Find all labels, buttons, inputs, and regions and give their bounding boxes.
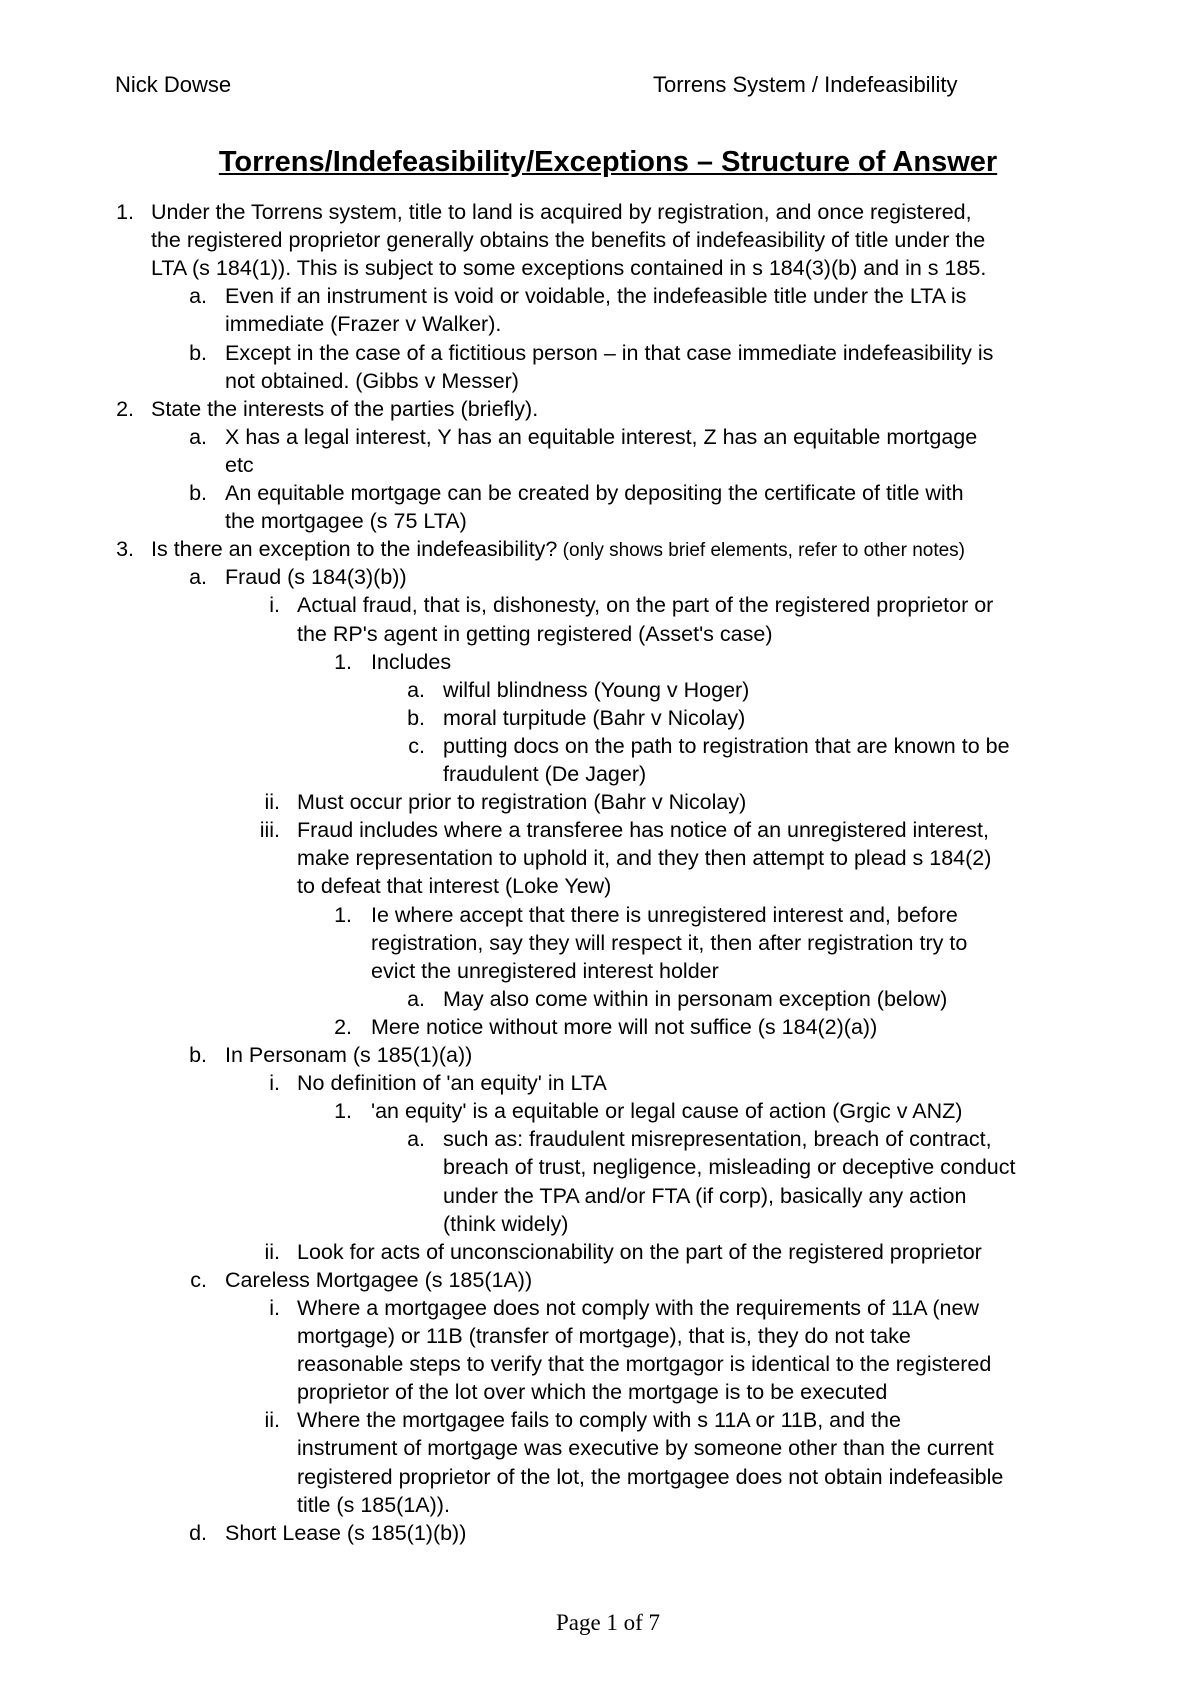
list-marker: i. <box>269 1295 280 1320</box>
list-marker: a. <box>407 986 425 1011</box>
list-marker: a. <box>189 284 207 309</box>
list-marker: b. <box>189 340 207 365</box>
list-item-line: breach of trust, negligence, misleading or deceptive conduct <box>443 1155 1016 1180</box>
list-item-line: immediate (Frazer v Walker). <box>225 312 502 337</box>
list-item-line: moral turpitude (Bahr v Nicolay) <box>443 705 746 730</box>
list-item-line: evict the unregistered interest holder <box>371 958 719 983</box>
list-marker: a. <box>407 677 425 702</box>
list-item-line: Except in the case of a fictitious person – in that case immediate indefeasibility is <box>225 340 994 365</box>
list-item-line: the RP's agent in getting registered (Asset's case) <box>297 621 773 646</box>
list-item-line: under the TPA and/or FTA (if corp), basically any action <box>443 1183 967 1208</box>
list-marker: a. <box>189 424 207 449</box>
list-item-line: Under the Torrens system, title to land is acquired by registration, and once registered, <box>151 200 972 224</box>
list-item-line: LTA (s 184(1)). This is subject to some exceptions contained in s 184(3)(b) and in s 185. <box>151 256 987 281</box>
list-marker: 3. <box>116 537 134 562</box>
list-marker: c. <box>190 1267 207 1292</box>
list-item-line: (think widely) <box>443 1211 569 1236</box>
list-marker: a. <box>407 1127 425 1152</box>
list-marker: i. <box>269 1071 280 1096</box>
list-marker: a. <box>189 565 207 590</box>
list-item-line: mortgage) or 11B (transfer of mortgage), that is, they do not take <box>297 1324 911 1348</box>
list-marker: b. <box>189 1043 207 1067</box>
list-item-line: etc <box>225 452 254 477</box>
list-item-line: the registered proprietor generally obtains the benefits of indefeasibility of title under the <box>151 228 986 253</box>
list-marker: b. <box>189 481 207 505</box>
list-marker: 1. <box>334 649 352 674</box>
list-marker: 1. <box>334 902 352 927</box>
document-title: Torrens/Indefeasibility/Exceptions – Structure of Answer <box>218 146 998 178</box>
list-item-line: proprietor of the lot over which the mortgage is to be executed <box>297 1380 888 1405</box>
list-item-line: wilful blindness (Young v Hoger) <box>443 677 750 702</box>
list-item-line: Even if an instrument is void or voidable, the indefeasible title under the LTA is <box>225 284 967 309</box>
list-item-line: title (s 185(1A)). <box>297 1492 450 1517</box>
list-item-line: Look for acts of unconscionability on the part of the registered proprietor <box>297 1239 982 1264</box>
header-author: Nick Dowse <box>115 72 232 97</box>
header-topic: Torrens System / Indefeasibility <box>653 72 958 97</box>
list-item-line: to defeat that interest (Loke Yew) <box>297 874 612 899</box>
list-item-line: Is there an exception to the indefeasibility? (only shows brief elements, refer to other notes) <box>151 537 966 562</box>
page-number: Page 1 of 7 <box>555 1610 661 1635</box>
list-marker: d. <box>189 1520 207 1545</box>
list-item-line: State the interests of the parties (briefly). <box>151 396 539 421</box>
list-item-line: Careless Mortgagee (s 185(1A)) <box>225 1267 533 1292</box>
list-item-line: make representation to uphold it, and they then attempt to plead s 184(2) <box>297 846 992 871</box>
list-item-line: not obtained. (Gibbs v Messer) <box>225 368 519 393</box>
list-item-line: In Personam (s 185(1)(a)) <box>225 1043 473 1067</box>
list-marker: 1. <box>334 1099 352 1124</box>
list-item-line: Ie where accept that there is unregistered interest and, before <box>371 902 958 927</box>
list-item-line: Fraud (s 184(3)(b)) <box>225 565 407 590</box>
list-marker: 2. <box>334 1014 352 1039</box>
list-item-line: Actual fraud, that is, dishonesty, on the part of the registered proprietor or <box>297 593 994 618</box>
list-marker: iii. <box>259 818 280 843</box>
list-item-line: the mortgagee (s 75 LTA) <box>225 509 467 534</box>
list-item-line: An equitable mortgage can be created by depositing the certificate of title with <box>225 481 964 505</box>
list-item-line: putting docs on the path to registration that are known to be <box>443 733 1010 758</box>
list-item-line: Short Lease (s 185(1)(b)) <box>225 1520 467 1545</box>
list-item-line: registration, say they will respect it, then after registration try to <box>371 930 968 955</box>
list-item-line: Mere notice without more will not suffice (s 184(2)(a)) <box>371 1014 878 1039</box>
list-marker: b. <box>407 705 425 730</box>
list-item-line: fraudulent (De Jager) <box>443 762 647 786</box>
list-item-line: Where a mortgagee does not comply with the requirements of 11A (new <box>297 1295 979 1320</box>
list-item-line: Fraud includes where a transferee has notice of an unregistered interest, <box>297 818 989 843</box>
list-marker: c. <box>408 733 425 758</box>
list-item-note: (only shows brief elements, refer to other notes) <box>557 540 966 562</box>
list-item-line: reasonable steps to verify that the mortgagor is identical to the registered <box>297 1352 992 1377</box>
list-marker: i. <box>269 593 280 618</box>
list-item-line: Where the mortgagee fails to comply with s 11A or 11B, and the <box>297 1408 901 1433</box>
list-item-line: X has a legal interest, Y has an equitable interest, Z has an equitable mortgage <box>225 424 978 449</box>
list-item-line: Includes <box>371 649 452 674</box>
list-item-line: Must occur prior to registration (Bahr v Nicolay) <box>297 790 747 815</box>
list-item-line: such as: fraudulent misrepresentation, breach of contract, <box>443 1127 992 1152</box>
list-item-line: instrument of mortgage was executive by someone other than the current <box>297 1436 994 1461</box>
list-marker: 2. <box>116 396 134 421</box>
list-marker: 1. <box>116 200 134 224</box>
list-marker: ii. <box>264 1239 280 1264</box>
list-marker: ii. <box>264 1408 280 1433</box>
list-item-line: registered proprietor of the lot, the mortgagee does not obtain indefeasible <box>297 1464 1004 1489</box>
list-item-line: No definition of 'an equity' in LTA <box>297 1071 607 1096</box>
list-item-line: 'an equity' is a equitable or legal cause of action (Grgic v ANZ) <box>371 1099 963 1124</box>
list-item-line: May also come within in personam exception (below) <box>443 986 948 1011</box>
list-marker: ii. <box>264 790 280 815</box>
